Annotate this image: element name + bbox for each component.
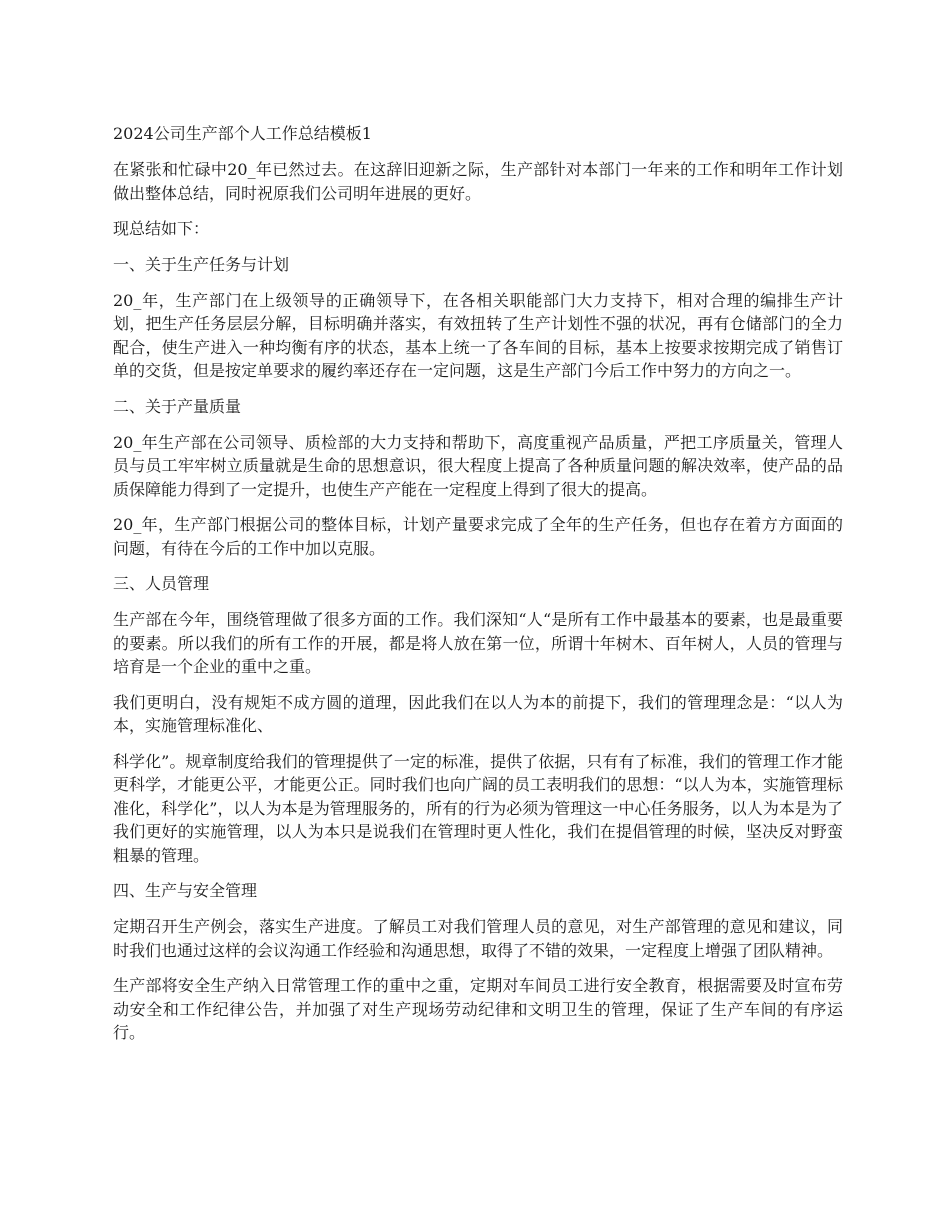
document-title: 2024公司生产部个人工作总结模板1	[113, 124, 372, 143]
section-heading-3: 三、人员管理	[113, 574, 210, 593]
section-4-paragraph-1: 定期召开生产例会，落实生产进度。了解员工对我们管理人员的意见，对生产部管理的意见和建议，同时我们也通过这样的会议沟通工作经验和沟通思想，取得了不错的效果，一定程度上增强了团队精神。	[113, 917, 843, 960]
section-3-paragraph-2: 我们更明白，没有规矩不成方圆的道理，因此我们在以人为本的前提下，我们的管理理念是：“以人为本，实施管理标准化、	[113, 692, 843, 735]
section-heading-2: 二、关于产量质量	[113, 396, 242, 416]
intro-paragraph: 在紧张和忙碌中20_年已然过去。在这辞旧迎新之际，生产部针对本部门一年来的工作和明年工作计划做出整体总结，同时祝原我们公司明年进展的更好。	[113, 160, 843, 203]
summary-lead: 现总结如下：	[113, 219, 210, 238]
section-heading-1: 一、关于生产任务与计划	[113, 254, 290, 274]
section-3-paragraph-3: 科学化”。规章制度给我们的管理提供了一定的标准，提供了依据，只有有了标准，我们的管理工作才能更科学，才能更公平，才能更公正。同时我们也向广阔的员工表明我们的思想：“以人为本，实施管理标准化，科学化”，以人为本是为管理服务的，所有的行为必须为管理这一中心任务服务，以人为本是为了我们更好的实施管理，以人为本只是说我们在管理时更人性化，我们在提倡管理的时候，坚决反对野蛮粗暴的管理。	[113, 751, 843, 865]
section-2-paragraph-2: 20_年，生产部门根据公司的整体目标，计划产量要求完成了全年的生产任务，但也存在着方方面面的问题，有待在今后的工作中加以克服。	[113, 515, 843, 558]
section-1-paragraph: 20_年，生产部门在上级领导的正确领导下，在各相关职能部门大力支持下，相对合理的编排生产计划，把生产任务层层分解，目标明确并落实，有效扭转了生产计划性不强的状况，再有仓储部门的全力配合，使生产进入一种均衡有序的状态，基本上统一了各车间的目标，基本上按要求按期完成了销售订单的交货，但是按定单要求的履约率还存在一定问题，这是生产部门今后工作中努力的方向之一。	[113, 290, 843, 380]
section-heading-4: 四、生产与安全管理	[113, 881, 258, 900]
document-page	[113, 122, 843, 1057]
section-2-paragraph-1: 20_年生产部在公司领导、质检部的大力支持和帮助下，高度重视产品质量，严把工序质量关，管理人员与员工牢牢树立质量就是生命的思想意识，很大程度上提高了各种质量问题的解决效率，使产品的品质保障能力得到了一定提升，也使生产产能在一定程度上得到了很大的提高。	[113, 432, 843, 499]
section-3-paragraph-1: 生产部在今年，围绕管理做了很多方面的工作。我们深知“人“是所有工作中最基本的要素，也是最重要的要素。所以我们的所有工作的开展，都是将人放在第一位，所谓十年树木、百年树人，人员的管理与培育是一个企业的重中之重。	[113, 610, 843, 676]
section-4-paragraph-2: 生产部将安全生产纳入日常管理工作的重中之重，定期对车间员工进行安全教育，根据需要及时宣布劳动安全和工作纪律公告，并加强了对生产现场劳动纪律和文明卫生的管理，保证了生产车间的有序运行。	[113, 976, 843, 1042]
